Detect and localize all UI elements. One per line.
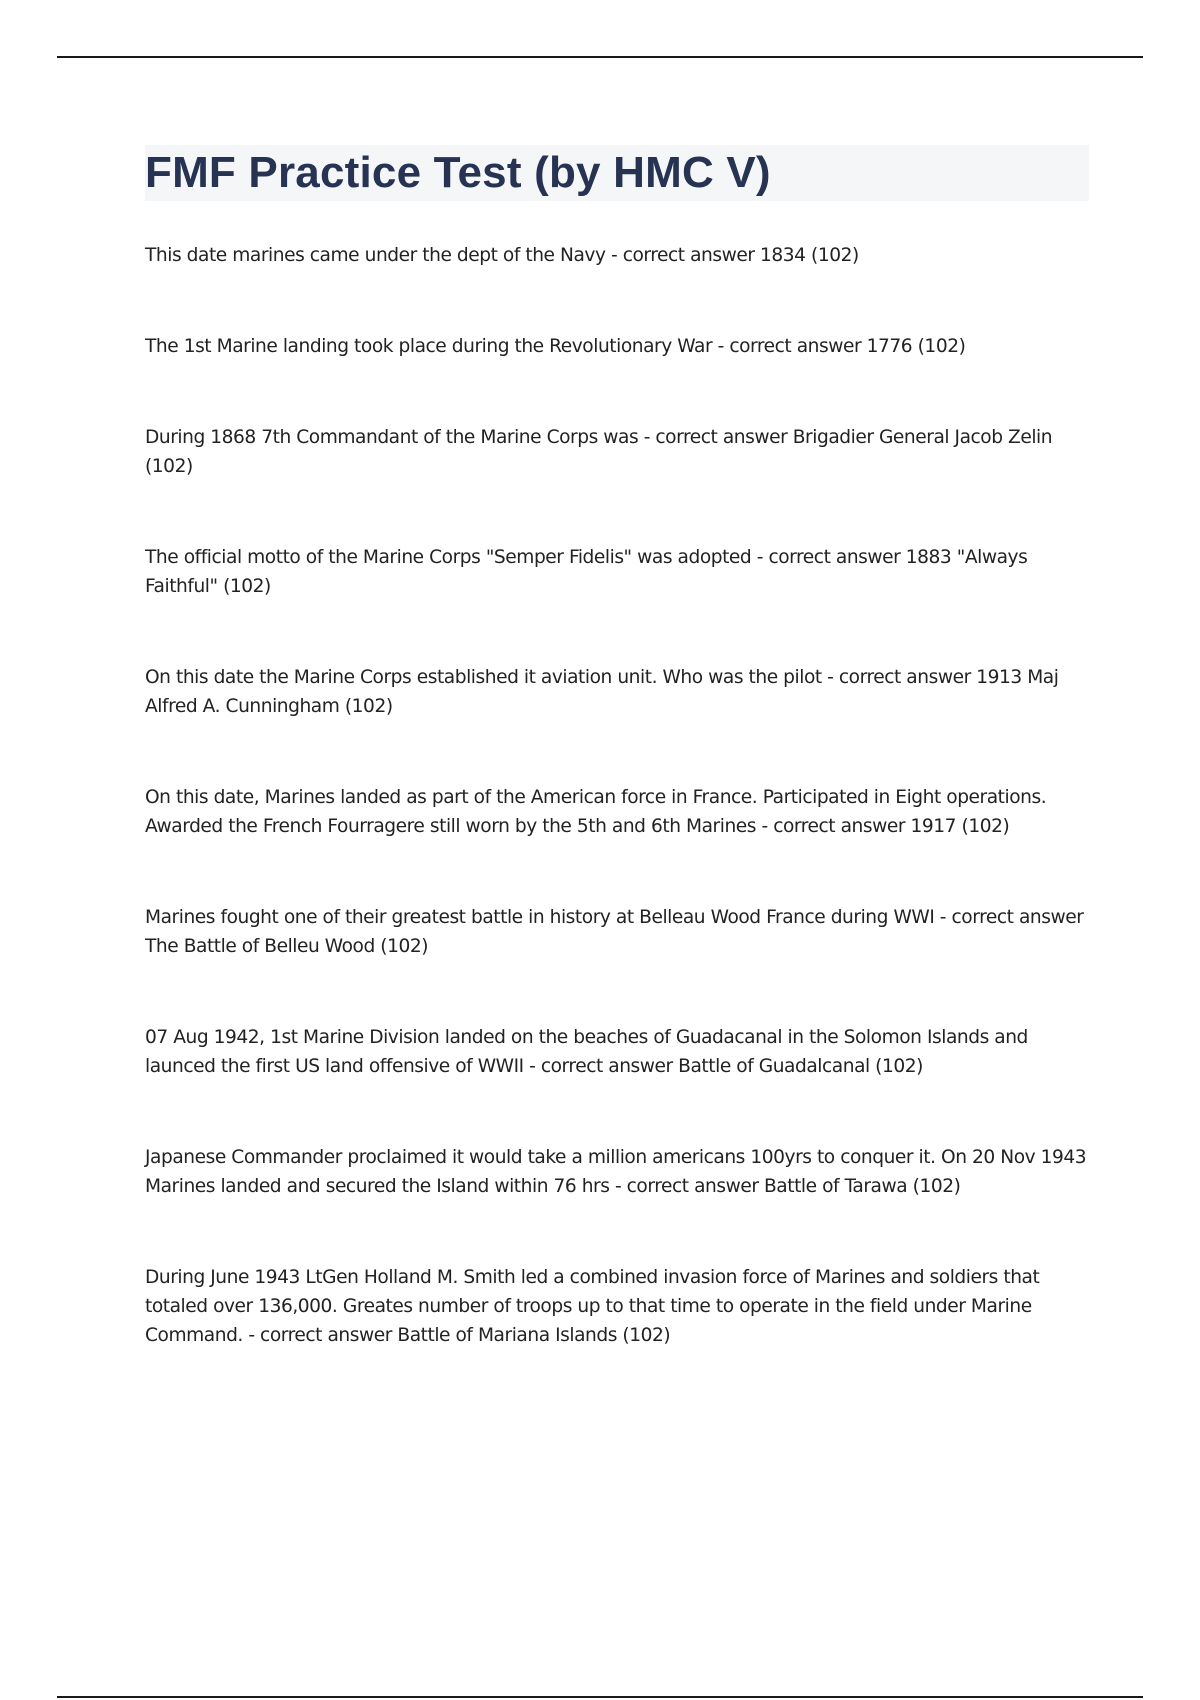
question-item: Marines fought one of their greatest battle in history at Belleau Wood France during WWI - correct answer The Battle of Belleu Wood (102) (145, 907, 1084, 957)
question-item: Japanese Commander proclaimed it would take a million americans 100yrs to conquer it. On 20 Nov 1943 Marines landed and secured the Island within 76 hrs - correct answer Battle of Tarawa (102) (145, 1147, 1087, 1197)
document-body (145, 145, 1089, 1412)
question-item: During June 1943 LtGen Holland M. Smith led a combined invasion force of Marines and soldiers that totaled over 136,000. Greates number of troops up to that time to operate in the field under Marine Command. - correct answer Battle of Mariana Islands (102) (145, 1267, 1040, 1346)
question-item: The 1st Marine landing took place during the Revolutionary War - correct answer 1776 (102) (145, 336, 966, 357)
bottom-rule (57, 1696, 1143, 1698)
title-band (145, 145, 1089, 201)
top-rule (57, 56, 1143, 58)
question-list (145, 241, 1089, 1350)
document-title: FMF Practice Test (by HMC V) (145, 148, 771, 197)
question-item: The official motto of the Marine Corps "Semper Fidelis" was adopted - correct answer 1883 "Always Faithful" (102) (145, 547, 1028, 597)
question-item: This date marines came under the dept of the Navy - correct answer 1834 (102) (145, 245, 859, 266)
question-item: 07 Aug 1942, 1st Marine Division landed on the beaches of Guadacanal in the Solomon Islands and launced the first US land offensive of WWII - correct answer Battle of Guadalcanal (102) (145, 1027, 1028, 1077)
question-item: On this date, Marines landed as part of the American force in France. Participated in Eight operations. Awarded the French Fourragere still worn by the 5th and 6th Marines - correct answer 1917 (102) (145, 787, 1047, 837)
question-item: On this date the Marine Corps established it aviation unit. Who was the pilot - correct answer 1913 Maj Alfred A. Cunningham (102) (145, 667, 1059, 717)
question-item: During 1868 7th Commandant of the Marine Corps was - correct answer Brigadier General Jacob Zelin (102) (145, 427, 1053, 477)
